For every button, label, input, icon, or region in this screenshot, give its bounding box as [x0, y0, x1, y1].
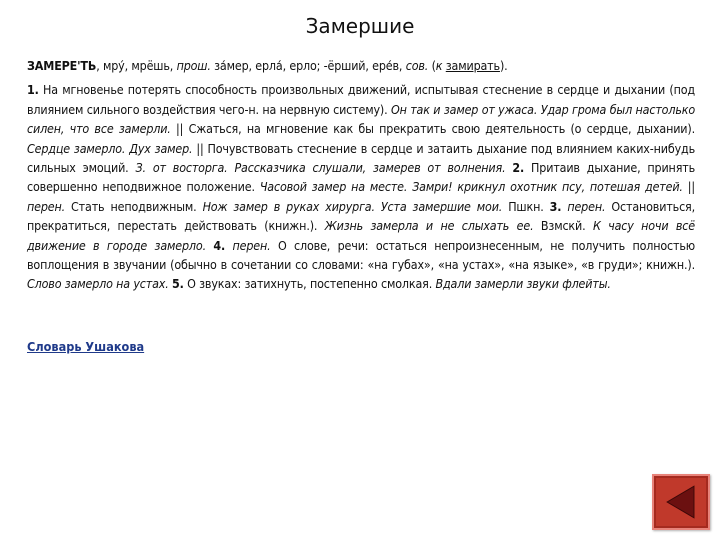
sense-1-example-3: З. от восторга. Рассказчика слушали, замерев от волнения. [135, 160, 506, 176]
sense-number-1: 1. [27, 82, 39, 98]
sense-2-definition-2: Стать неподвижным. [65, 198, 203, 214]
figurative-abbr-4: перен. [232, 237, 271, 253]
cross-reference-link[interactable]: замирать [445, 58, 500, 73]
source-link[interactable]: Словарь Ушакова [27, 339, 145, 354]
sense-number-3: 3. [549, 198, 562, 214]
aspect-abbr: сов. [405, 58, 429, 73]
back-button[interactable] [652, 474, 710, 530]
sense-number-4: 4. [213, 237, 226, 253]
sense-3-source: Взмскй. [533, 218, 593, 234]
forms-text: , мру́, мрёшь, [96, 58, 177, 73]
open-paren: ( [428, 58, 436, 73]
slide-title: Замершие [305, 14, 415, 38]
sense-1-example-2: Сердце замерло. Дух замер. [27, 140, 193, 156]
sense-3-definition: Остановиться, прекратиться, перестать действовать (книжн.). [27, 198, 695, 234]
sense-2-example: Часовой замер на месте. Замри! крикнул охотник псу, потешая детей. [259, 179, 683, 195]
sense-1-definition: На мгновенье потерять способность произвольных движений, испытывая стеснение в сердце и дыхании (под влиянием сильного воздействия чего-н. на нервную систему). [27, 82, 695, 117]
sense-3-example: Жизнь замерла и не слыхать ее. [324, 218, 534, 234]
sense-2-example-2: Нож замер в руках хирурга. Уста замершие мои. [202, 198, 503, 214]
sense-1-definition-2: || Сжаться, на мгновение как бы прекратить свою деятельность (о сердце, дыхании). [170, 121, 695, 137]
sense-number-2: 2. [512, 160, 525, 176]
sense-1-definition-3: || Почувствовать стеснение в сердце и затаить дыхание под влиянием каких-нибудь сильных эмоций. [27, 140, 696, 176]
sense-4-example: Слово замерло на устах. [27, 276, 169, 292]
sense-3-example-2: К часу ночи всё движение в городе замерло. [27, 218, 695, 253]
sense-number-5: 5. [172, 276, 184, 292]
sense-2-source: Пшкн. [502, 198, 550, 214]
entry-header [27, 56, 695, 75]
forms-text-2: за́мер, ерла́, ерло; -ёрший, ере́в, [210, 58, 406, 73]
sense-5-definition: О звуках: затихнуть, постепенно смолкая. [183, 276, 436, 292]
figurative-abbr: перен. [27, 198, 66, 214]
k-word: к [435, 58, 443, 73]
sense-4-definition: О слове, речи: остаться непроизнесенным, не получить полностью воплощения в звучании (обычно в сочетании со словами: «на губах», «на устах», «на языке», «в груди»; книжн.). [27, 237, 696, 273]
dictionary-entry [27, 56, 695, 294]
separator: || [682, 179, 695, 195]
entry-body [27, 80, 695, 293]
triangle-left-icon [654, 476, 708, 528]
figurative-abbr-3: перен. [567, 198, 606, 214]
close-paren: ). [499, 58, 508, 73]
sense-5-example: Вдали замерли звуки флейты. [435, 276, 611, 292]
headword: ЗАМЕРЕ'ТЬ [27, 58, 97, 73]
past-abbr: прош. [176, 58, 211, 73]
sense-1-example: Он так и замер от ужаса. Удар грома был настолько силен, что все замерли. [27, 101, 695, 137]
sense-2-definition: Притаив дыхание, принять совершенно неподвижное положение. [27, 160, 696, 195]
